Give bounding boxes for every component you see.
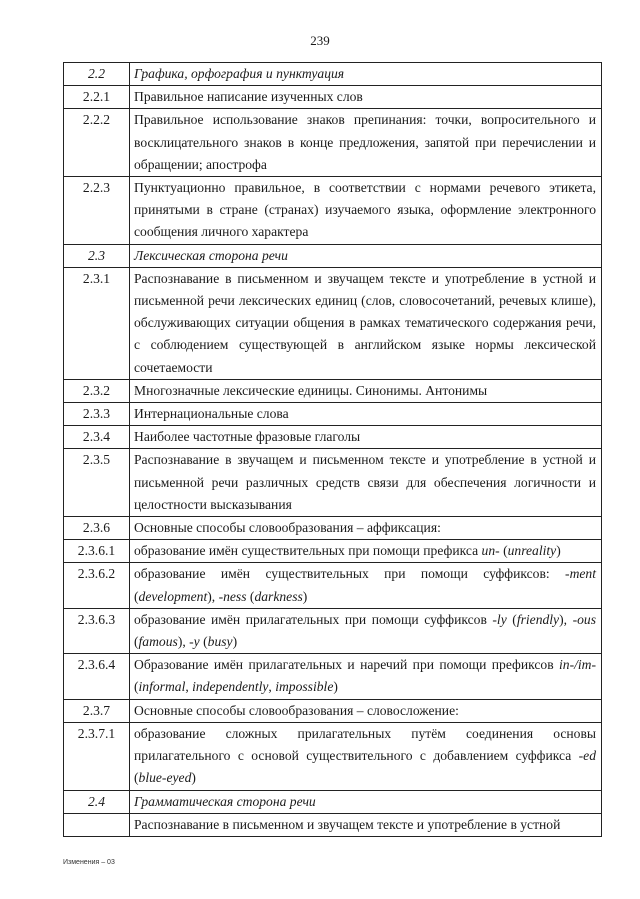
section-row	[64, 790, 602, 813]
italic-term: darkness	[254, 588, 303, 604]
italic-term: impossible	[275, 679, 334, 695]
italic-term: -ous	[572, 611, 596, 627]
text-fragment: (	[134, 634, 139, 650]
table-body	[64, 63, 602, 837]
italic-term: -ed	[578, 748, 596, 764]
italic-term: independently	[192, 679, 269, 695]
item-number: 2.3.1	[64, 267, 130, 379]
italic-term: unreality	[507, 543, 557, 559]
item-number: 2.3.3	[64, 403, 130, 426]
table-row	[64, 563, 602, 608]
text-fragment: (	[134, 679, 139, 695]
item-number: 2.3.5	[64, 449, 130, 517]
table-row	[64, 86, 602, 109]
item-description	[130, 608, 602, 653]
text-fragment: )	[232, 634, 238, 650]
table-row	[64, 517, 602, 540]
italic-term: blue-eyed	[138, 770, 192, 786]
text-fragment: Пунктуационно правильное, в соответствии с нормами речевого этикета, принятыми в стране (странах) изучаемого языка, оформление электронного сообщения личного характера	[134, 180, 596, 240]
table-row	[64, 722, 602, 790]
italic-term: -ness	[218, 588, 247, 604]
text-fragment: (	[506, 611, 517, 627]
item-number: 2.3.6	[64, 517, 130, 540]
text-fragment: (	[246, 588, 255, 604]
item-number: 2.3.6.3	[64, 608, 130, 653]
item-description	[130, 540, 602, 563]
curriculum-table	[63, 62, 602, 837]
table-row	[64, 654, 602, 699]
item-number: 2.3.6.1	[64, 540, 130, 563]
footer-revision: Изменения – 03	[63, 859, 115, 866]
italic-term: friendly	[516, 611, 560, 627]
italic-term: Грамматическая сторона речи	[134, 793, 316, 809]
text-fragment: Распознавание в звучащем и письменном тексте и употребление в устной и письменной речи различных средств связи для обеспечения логичности и целостности высказывания	[134, 452, 596, 512]
item-number: 2.3	[64, 244, 130, 267]
item-number: 2.3.7	[64, 699, 130, 722]
text-fragment: (	[499, 543, 508, 559]
text-fragment: образование имён существительных при помощи суффиксов:	[134, 566, 566, 582]
text-fragment: Многозначные лексические единицы. Синонимы. Антонимы	[134, 382, 488, 398]
page-number: 239	[310, 33, 330, 48]
item-description	[130, 563, 602, 608]
text-fragment: (	[199, 634, 208, 650]
text-fragment: )	[333, 679, 338, 695]
table-row	[64, 813, 602, 836]
text-fragment: Основные способы словообразования – аффиксация:	[134, 520, 441, 536]
text-fragment: Наиболее частотные фразовые глаголы	[134, 429, 361, 445]
item-description	[130, 244, 602, 267]
text-fragment: Правильное написание изученных слов	[134, 89, 363, 105]
item-description	[130, 654, 602, 699]
item-description	[130, 699, 602, 722]
item-description	[130, 86, 602, 109]
item-description	[130, 403, 602, 426]
item-number: 2.2.3	[64, 177, 130, 245]
item-number: 2.2	[64, 63, 130, 86]
item-description	[130, 63, 602, 86]
item-description	[130, 267, 602, 379]
italic-term: -ment	[565, 566, 596, 582]
item-number: 2.3.6.2	[64, 563, 130, 608]
item-description	[130, 722, 602, 790]
item-number: 2.3.7.1	[64, 722, 130, 790]
table-row	[64, 109, 602, 177]
item-description	[130, 449, 602, 517]
text-fragment: Основные способы словообразования – словосложение:	[134, 702, 459, 718]
text-fragment: ,	[185, 679, 193, 695]
text-fragment: Правильное использование знаков препинания: точки, вопросительного и восклицательного знаков в конце предложения, запятой при перечислении и обращении; апострофа	[134, 112, 596, 172]
text-fragment: Интернациональные слова	[134, 406, 289, 422]
italic-term: development	[138, 588, 208, 604]
item-description	[130, 177, 602, 245]
text-fragment: (	[134, 588, 139, 604]
text-fragment: ),	[207, 588, 219, 604]
item-description	[130, 379, 602, 402]
italic-term: Лексическая сторона речи	[134, 247, 288, 263]
table-row	[64, 403, 602, 426]
item-number: 2.3.2	[64, 379, 130, 402]
italic-term: in-/im-	[559, 657, 596, 673]
text-fragment: образование имён существительных при помощи префикса	[134, 543, 482, 559]
item-number: 2.2.2	[64, 109, 130, 177]
table-row	[64, 267, 602, 379]
table-row	[64, 449, 602, 517]
item-description	[130, 790, 602, 813]
text-fragment: ,	[268, 679, 276, 695]
section-row	[64, 244, 602, 267]
table-row	[64, 608, 602, 653]
item-description	[130, 426, 602, 449]
italic-term: -ly	[492, 611, 507, 627]
text-fragment: (	[134, 770, 139, 786]
italic-term: un-	[481, 543, 500, 559]
item-number: 2.4	[64, 790, 130, 813]
italic-term: -y	[189, 634, 200, 650]
text-fragment: )	[556, 543, 561, 559]
text-fragment: образование имён прилагательных при помощи суффиксов	[134, 611, 493, 627]
text-fragment: )	[302, 588, 308, 604]
text-fragment: Распознавание в письменном и звучащем тексте и употребление в устной и письменной речи лексических единиц (слов, словосочетаний, речевых клише), обслуживающих ситуации общения в рамках тематического содержания речи, с соблюдением существующей в английском языке нормы лексической сочетаемости	[134, 270, 596, 375]
italic-term: informal	[138, 679, 186, 695]
item-description	[130, 813, 602, 836]
text-fragment: Образование имён прилагательных и наречий при помощи префиксов	[134, 657, 559, 673]
item-number: 2.2.1	[64, 86, 130, 109]
table-row	[64, 379, 602, 402]
text-fragment: образование сложных прилагательных путём соединения основы прилагательного с основой существительного с добавлением суффикса	[134, 725, 596, 764]
item-number	[64, 813, 130, 836]
italic-term: busy	[207, 634, 233, 650]
table-row	[64, 426, 602, 449]
table-row	[64, 699, 602, 722]
text-fragment: ),	[177, 634, 190, 650]
italic-term: famous	[138, 634, 178, 650]
text-fragment: ),	[559, 611, 573, 627]
item-number: 2.3.6.4	[64, 654, 130, 699]
table-row	[64, 177, 602, 245]
item-description	[130, 109, 602, 177]
section-row	[64, 63, 602, 86]
text-fragment: )	[191, 770, 196, 786]
italic-term: Графика, орфография и пунктуация	[134, 66, 345, 81]
item-description	[130, 517, 602, 540]
table-row	[64, 540, 602, 563]
text-fragment: Распознавание в письменном и звучащем тексте и употребление в устной	[134, 816, 561, 832]
item-number: 2.3.4	[64, 426, 130, 449]
